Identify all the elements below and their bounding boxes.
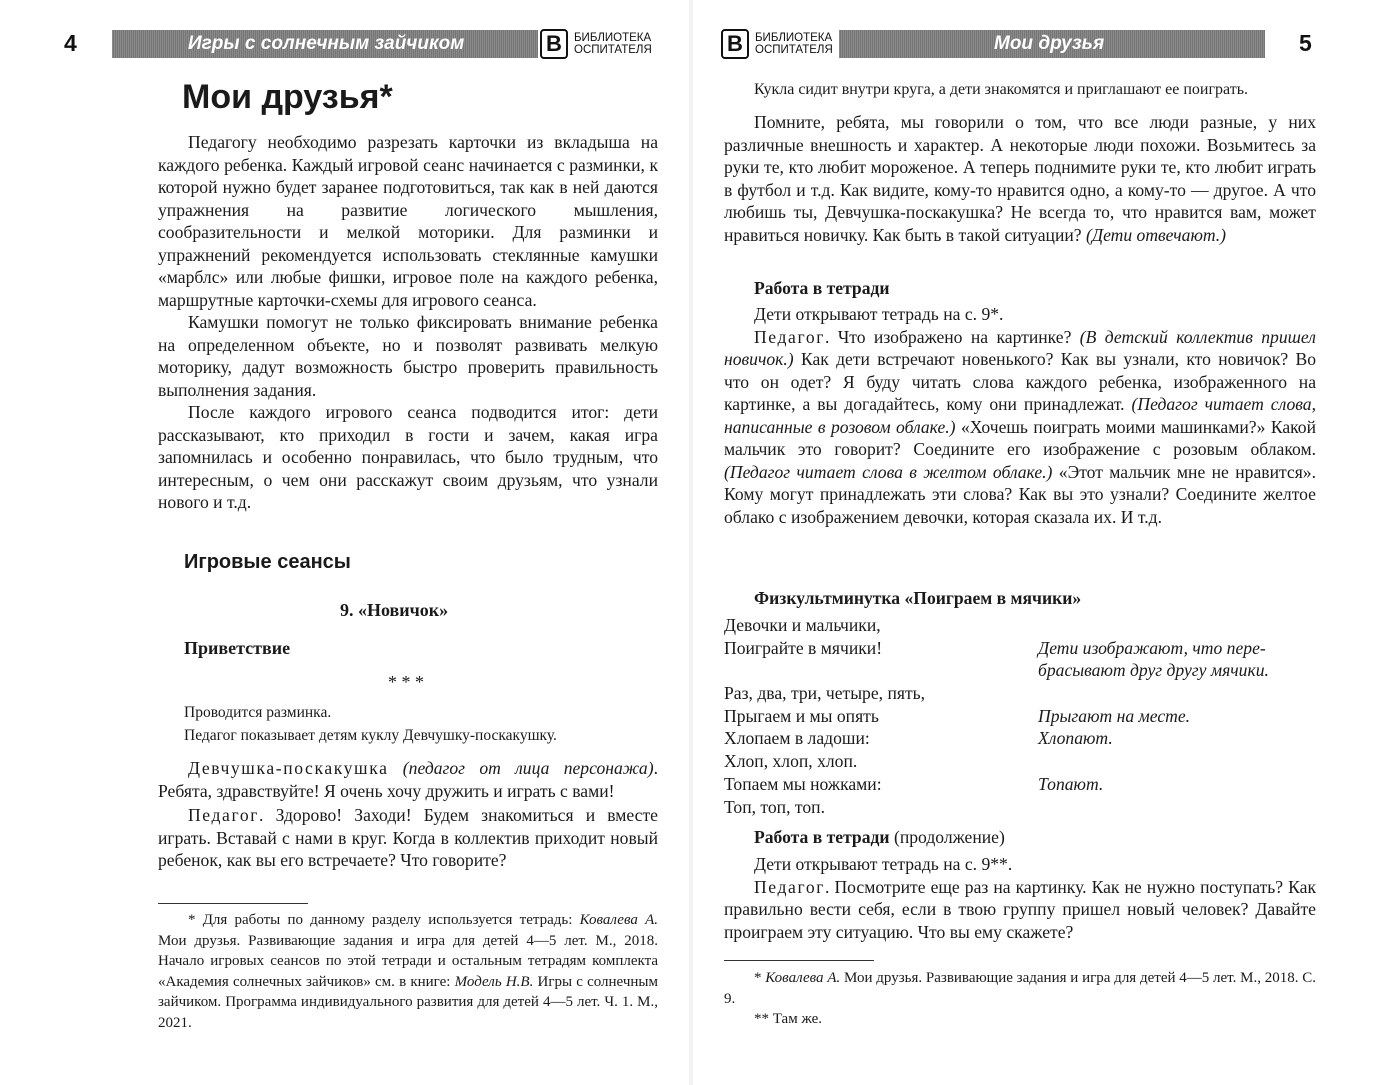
running-header	[112, 30, 538, 58]
header-title: Игры с солнечным зайчиком	[188, 33, 465, 54]
running-header	[839, 30, 1265, 58]
paragraph: После каждого игрового сеанса подводится итог: дети рассказывают, кто приходил в гости и зачем, какая игра запомнилась и особенно понравилась, что было трудным, что интересным, о чем они расскажут своим друзьям, что узнали нового и т.д.	[158, 402, 658, 512]
poem-row: Поиграйте в мячики! Дети изображают, что пере-	[724, 637, 1266, 658]
chapter-title: Мои друзья*	[182, 78, 393, 116]
exercise-poem	[724, 614, 1324, 818]
poem-row: Хлоп, хлоп, хлоп.	[724, 751, 858, 772]
greeting-heading: Приветствие	[184, 638, 291, 658]
footnote-rule	[724, 960, 874, 961]
paragraph: Педагогу необходимо разрезать карточки из вкладыша на каждого ребенка. Каждый игровой сеанс начинается с разминки, к которой нужно будет заранее подготовиться, так как в ней даются упражнения на развитие логического мышления, сообразительности и мелкой моторики. Для разминки и упражнений рекомендуется использовать стеклянные камушки «марблс» или любые фишки, игровое поле на каждого ребенка, маршрутные карточки-схемы для игрового сеанса.	[158, 132, 658, 310]
library-logo	[721, 29, 837, 59]
intro-direction: Кукла сидит внутри круга, а дети знакомятся и приглашают ее поиграть.	[754, 81, 1248, 98]
session-heading: 9. «Новичок»	[340, 600, 449, 620]
section-heading: Игровые сеансы	[184, 551, 351, 573]
poem-row: Хлопаем в ладоши: Хлопают.	[724, 728, 1113, 749]
library-logo	[540, 29, 660, 59]
footnote: * Для работы по данному разделу используется тетрадь: Ковалева А. Мои друзья. Развивающие задания и игра для детей 4—5 лет. М., 2018. Начало игровых сеансов по этой тетради и остальным тетрадям комплекта «Академия солнечных зайчиков» см. в книге: Модель Н.В. Игры с солнечным зайчиком. Программа индивидуального развития для детей 4—5 лет. Ч. 1. М., 2021.	[158, 912, 658, 1031]
poem-row: Раз, два, три, четыре, пять,	[724, 683, 926, 704]
notebook-continued-heading: Работа в тетради (продолжение)	[754, 827, 1005, 847]
header-title: Мои друзья	[994, 33, 1105, 54]
poem-row: Топ, топ, топ.	[724, 796, 825, 817]
stage-directions: Проводится разминка. Педагог показывает детям куклу Девчушку-поскакушку.	[184, 704, 557, 744]
footnote-rule	[158, 903, 308, 904]
footnotes: * Ковалева А. Мои друзья. Развивающие задания и игра для детей 4—5 лет. М., 2018. С. 9. ** Там же.	[724, 970, 1317, 1027]
dialogue-line: Девчушка-поскакушка (педагог от лица персонажа). Ребята, здравствуйте! Я очень хочу дружить и играть с вами!	[158, 758, 658, 801]
stars-divider: * * *	[388, 672, 424, 692]
logo-letter: В	[540, 29, 568, 59]
logo-text: БИБЛИОТЕКА ОСПИТАТЕЛЯ	[574, 32, 652, 56]
teacher-speech: Помните, ребята, мы говорили о том, что все люди разные, у них различные внешность и характер. А некоторые люди похожи. Возьмитесь за руки те, кто любит мороженое. А теперь поднимите руки те, кто любит играть в футбол и т.д. Как видите, кому-то нравится одно, а кому-то — другое. А что любишь ты, Девчушка-поскакушка? Не всегда то, что нравится вам, может нравиться новичку. Как быть в такой ситуации? (Дети отвечают.)	[724, 112, 1316, 245]
notebook-work: Дети открывают тетрадь на с. 9*. Педагог. Что изображено на картинке? (В детский коллектив пришел новичок.) Как дети встречают новенького? Как вы узнали, кто новичок? Во что он одет? Я буду читать слова каждого ребенка, изображенного на картинке, а вы догадайтесь, кому они принадлежат. (Педагог читает слова, написанные в розовом облаке.) «Хочешь поиграть моими машинками?» Какой мальчик это говорит? Соедините его изображение с розовым облаком. (Педагог читает слова в желтом облаке.) «Этот мальчик мне не нравится». Кому могут принадлежать эти слова? Как вы это узнали? Соедините желтое облако с изображением девочки, которая сказала их. И т.д.	[724, 304, 1316, 527]
page-number: 4	[64, 30, 77, 56]
left-page	[0, 0, 690, 1085]
intro-text	[158, 131, 658, 514]
poem-row: Топаем мы ножками: Топают.	[724, 773, 1104, 794]
logo-letter: В	[721, 29, 749, 59]
paragraph: Камушки помогут не только фиксировать внимание ребенка на определенном объекте, но и позволят развивать мелкую моторику, дадут возможность быстро проверить правильность выполнения задания.	[158, 312, 658, 400]
poem-row: брасывают друг другу мячики.	[1038, 660, 1269, 681]
dialogue-line: Педагог. Здорово! Заходи! Будем знакомиться и вместе играть. Вставай с нами в круг. Когда в коллектив приходит новый ребенок, как вы его встречаете? Что говорите?	[158, 805, 658, 870]
poem-row: Девочки и мальчики,	[724, 615, 881, 635]
notebook-continued: Дети открывают тетрадь на с. 9**. Педагог. Посмотрите еще раз на картинку. Как не нужно поступать? Как правильно вести себя, если в твою группу пришел новый человек? Давайте проиграем эту ситуацию. Что вы ему скажете?	[724, 854, 1316, 942]
notebook-heading: Работа в тетради	[754, 278, 890, 298]
logo-text: БИБЛИОТЕКА ОСПИТАТЕЛЯ	[755, 32, 833, 56]
dialogue	[158, 757, 658, 872]
poem-row: Прыгаем и мы опять Прыгают на месте.	[724, 705, 1191, 726]
page-number: 5	[1299, 30, 1312, 56]
exercise-heading: Физкультминутка «Поиграем в мячики»	[754, 588, 1082, 608]
